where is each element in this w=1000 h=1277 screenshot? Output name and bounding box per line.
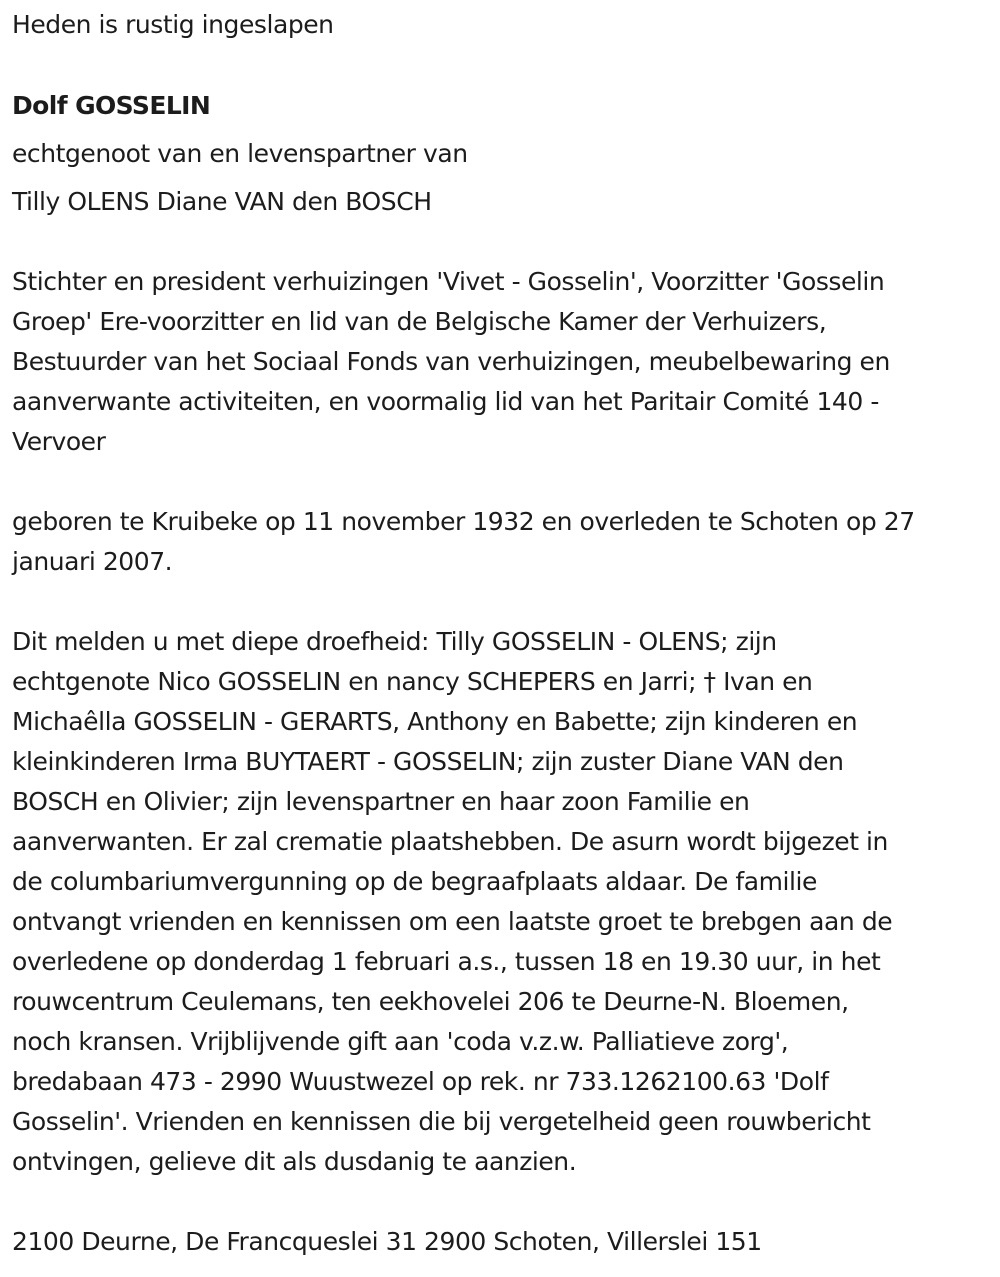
paragraph-line: Stichter en president verhuizingen 'Vivet - Gosselin', Voorzitter 'Gosselin <box>12 267 885 296</box>
paragraph-line: aanverwante activiteiten, en voormalig lid van het Paritair Comité 140 - <box>12 387 879 416</box>
paragraph-line: Bestuurder van het Sociaal Fonds van verhuizingen, meubelbewaring en <box>12 347 890 376</box>
intro-text: Heden is rustig ingeslapen <box>12 10 334 39</box>
deceased-name: Dolf GOSSELIN <box>12 91 211 120</box>
paragraph-line: kleinkinderen Irma BUYTAERT - GOSSELIN; zijn zuster Diane VAN den <box>12 747 844 776</box>
paragraph-line: geboren te Kruibeke op 11 november 1932 en overleden te Schoten op 27 <box>12 507 915 536</box>
paragraph-line: ontvingen, gelieve dit als dusdanig te aanzien. <box>12 1147 577 1176</box>
paragraph-line: Dit melden u met diepe droefheid: Tilly GOSSELIN - OLENS; zijn <box>12 627 777 656</box>
paragraph-line: noch kransen. Vrijblijvende gift aan 'coda v.z.w. Palliatieve zorg', <box>12 1027 789 1056</box>
relation-text: echtgenoot van en levenspartner van <box>12 139 468 168</box>
paragraph-line: bredabaan 473 - 2990 Wuustwezel op rek. nr 733.1262100.63 'Dolf <box>12 1067 829 1096</box>
paragraph-line: ontvangt vrienden en kennissen om een laatste groet te brebgen aan de <box>12 907 893 936</box>
paragraph-line: aanverwanten. Er zal crematie plaatshebben. De asurn wordt bijgezet in <box>12 827 888 856</box>
addresses-text: 2100 Deurne, De Francqueslei 31 2900 Schoten, Villerslei 151 <box>12 1227 762 1256</box>
message-paragraph <box>12 622 892 1182</box>
paragraph-line: de columbariumvergunning op de begraafplaats aldaar. De familie <box>12 867 817 896</box>
partners-text: Tilly OLENS Diane VAN den BOSCH <box>12 187 432 216</box>
paragraph-line: Gosselin'. Vrienden en kennissen die bij vergetelheid geen rouwbericht <box>12 1107 871 1136</box>
paragraph-line: Vervoer <box>12 427 106 456</box>
paragraph-line: BOSCH en Olivier; zijn levenspartner en haar zoon Familie en <box>12 787 750 816</box>
paragraph-line: echtgenote Nico GOSSELIN en nancy SCHEPERS en Jarri; † Ivan en <box>12 667 813 696</box>
dates-paragraph <box>12 502 915 582</box>
paragraph-line: rouwcentrum Ceulemans, ten eekhovelei 206 te Deurne-N. Bloemen, <box>12 987 849 1016</box>
paragraph-line: Michaêlla GOSSELIN - GERARTS, Anthony en Babette; zijn kinderen en <box>12 707 858 736</box>
functions-paragraph <box>12 262 890 462</box>
paragraph-line: overledene op donderdag 1 februari a.s., tussen 18 en 19.30 uur, in het <box>12 947 881 976</box>
paragraph-line: Groep' Ere-voorzitter en lid van de Belgische Kamer der Verhuizers, <box>12 307 827 336</box>
paragraph-line: januari 2007. <box>12 547 173 576</box>
